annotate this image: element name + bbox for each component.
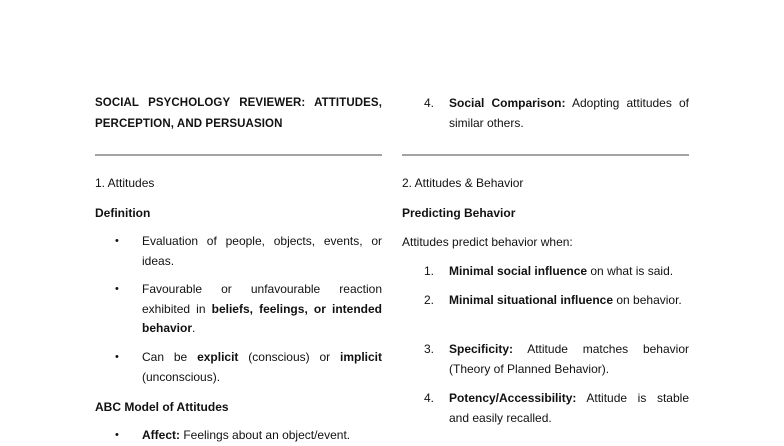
text-run: Favourable or unfavourable reaction exhibited in bbox=[142, 282, 382, 316]
section-heading-attitudes: 1. Attitudes bbox=[95, 176, 155, 190]
list-item bbox=[402, 291, 689, 311]
text-run: on what is said. bbox=[587, 264, 674, 278]
bullet-icon: • bbox=[115, 283, 119, 295]
list-item-text bbox=[142, 280, 382, 339]
text-run: . bbox=[192, 321, 196, 335]
section-heading-attitudes-behavior: 2. Attitudes & Behavior bbox=[402, 176, 524, 190]
list-item bbox=[402, 389, 689, 428]
bullet-icon: • bbox=[115, 429, 119, 441]
text-run: Can be bbox=[142, 350, 198, 364]
list-item bbox=[402, 262, 689, 282]
list-number: 4. bbox=[424, 96, 435, 110]
list-item-text bbox=[142, 426, 382, 446]
list-item-text bbox=[449, 389, 689, 428]
list-item bbox=[95, 426, 382, 446]
list-item bbox=[402, 340, 689, 379]
text-run: Feelings about an object/event. bbox=[180, 428, 351, 442]
divider-right bbox=[402, 154, 689, 156]
bold-text: Specificity: bbox=[449, 342, 514, 356]
text-run: Adopting attitudes of similar others. bbox=[449, 96, 689, 130]
list-number: 3. bbox=[424, 342, 435, 356]
subheading-predicting-behavior: Predicting Behavior bbox=[402, 206, 516, 220]
bold-text: Social Comparison: bbox=[449, 96, 566, 110]
text-run: on behavior. bbox=[613, 293, 682, 307]
list-item-text bbox=[449, 94, 689, 133]
list-number: 2. bbox=[424, 293, 435, 307]
text-run: Attitude matches behavior (Theory of Planned Behavior). bbox=[449, 342, 689, 376]
list-number: 4. bbox=[424, 391, 435, 405]
list-item bbox=[95, 280, 382, 339]
list-item-text bbox=[449, 262, 689, 282]
document-title bbox=[95, 93, 382, 135]
list-item-text bbox=[142, 348, 382, 387]
subheading-abc-model: ABC Model of Attitudes bbox=[95, 400, 229, 414]
text-run: Attitude is stable and easily recalled. bbox=[449, 391, 689, 425]
list-item-text bbox=[449, 340, 689, 379]
bold-text: beliefs, feelings, or intended behavior bbox=[142, 301, 383, 335]
bold-text: Minimal social influence bbox=[449, 264, 588, 278]
title-line-2: PERCEPTION, AND PERSUASION bbox=[95, 118, 283, 130]
intro-text: Attitudes predict behavior when: bbox=[402, 235, 573, 249]
bold-text: Affect: bbox=[142, 428, 180, 442]
divider-left bbox=[95, 154, 382, 156]
list-item bbox=[95, 348, 382, 387]
bold-text: implicit bbox=[340, 350, 383, 364]
list-item-text: Evaluation of people, objects, events, or ideas. bbox=[142, 234, 382, 268]
bullet-icon: • bbox=[115, 351, 119, 363]
list-item bbox=[95, 232, 382, 271]
bold-text: Potency/Accessibility: bbox=[449, 391, 577, 405]
text-run: (conscious) or bbox=[238, 350, 340, 364]
list-number: 1. bbox=[424, 264, 435, 278]
subheading-definition: Definition bbox=[95, 206, 151, 220]
bullet-icon: • bbox=[115, 235, 119, 247]
bold-text: Minimal situational influence bbox=[449, 293, 614, 307]
text-run: (unconscious). bbox=[142, 369, 221, 384]
list-item bbox=[402, 94, 689, 133]
list-item-text bbox=[449, 291, 689, 311]
title-line-1: SOCIAL PSYCHOLOGY REVIEWER: ATTITUDES, bbox=[95, 97, 382, 109]
bold-text: explicit bbox=[197, 350, 239, 364]
